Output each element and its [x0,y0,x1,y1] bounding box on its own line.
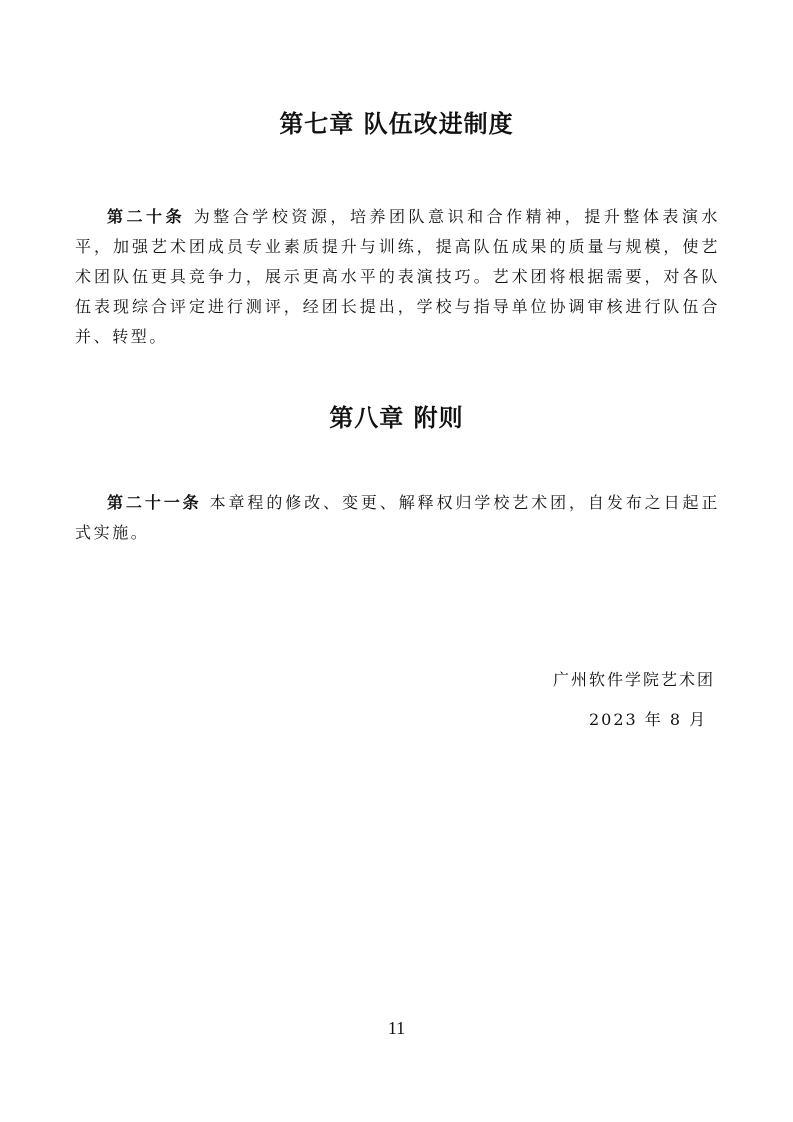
article-20-text: 为整合学校资源，培养团队意识和合作精神，提升整体表演水平，加强艺术团成员专业素质提升与训练，提高队伍成果的质量与规模，使艺术团队伍更具竞争力，展示更高水平的表演技巧。艺术团将根据需要，对各队伍表现综合评定进行测评，经团长提出，学校与指导单位协调审核进行队伍合并、转型。 [75,207,721,346]
article-21-number: 第二十一条 [107,493,202,512]
chapter-8-title: 第八章 附则 [329,404,464,432]
page-number: 11 [387,1018,406,1038]
article-21-text: 本章程的修改、变更、解释权归学校艺术团，自发布之日起正式实施。 [75,493,720,542]
signature-date: 2023 年 8 月 [589,710,708,729]
article-21-paragraph [75,488,720,548]
signature-organization: 广州软件学院艺术团 [553,670,716,689]
chapter-7-title: 第七章 队伍改进制度 [279,110,514,138]
article-20-paragraph [75,202,720,352]
article-20-number: 第二十条 [107,207,186,226]
